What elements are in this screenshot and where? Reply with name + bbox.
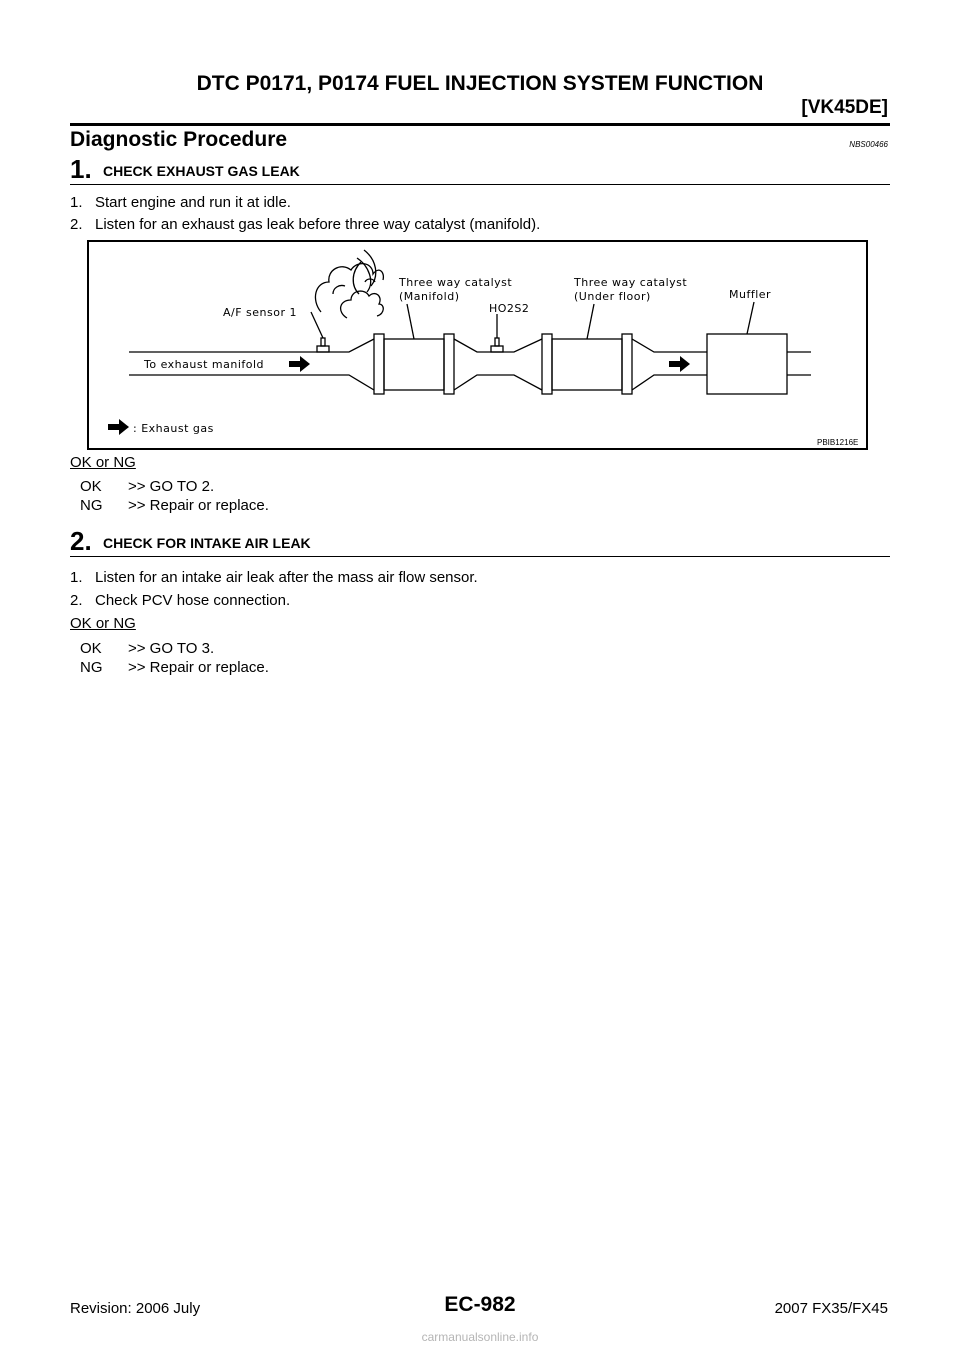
result-value: >> GO TO 2. [128, 478, 215, 495]
step-1-instruction-2: 2. Listen for an exhaust gas leak before three way catalyst (manifold). [70, 216, 541, 233]
result-key: OK [80, 478, 102, 495]
result-key: NG [80, 659, 103, 676]
footer-revision: Revision: 2006 July [70, 1300, 201, 1317]
label-twc-manifold-2: (Manifold) [399, 290, 460, 303]
step-2-result-label: OK or NG [70, 615, 136, 632]
label-twc-underfloor-2: (Under floor) [574, 290, 651, 303]
step-2-divider [70, 556, 890, 557]
exhaust-diagram-svg [89, 242, 870, 452]
engine-code: [VK45DE] [801, 97, 888, 118]
footer-page-number: EC-982 [444, 1293, 516, 1316]
legend-exhaust-gas: : Exhaust gas [133, 422, 214, 435]
result-key: OK [80, 640, 102, 657]
result-value: >> Repair or replace. [128, 497, 269, 514]
section-code: NBS00466 [849, 140, 888, 149]
step-1-result-ng [80, 497, 269, 514]
step-2-result-ng [80, 659, 269, 676]
exhaust-system-diagram [87, 240, 868, 450]
label-to-exhaust-manifold: To exhaust manifold [144, 358, 265, 371]
watermark-text: carmanualsonline.info [421, 1330, 539, 1344]
step-1-result-ok [80, 478, 214, 495]
step-1-number: 1. [70, 154, 92, 184]
footer-model: 2007 FX35/FX45 [774, 1300, 888, 1317]
step-2-title: CHECK FOR INTAKE AIR LEAK [103, 535, 311, 551]
step-2-instruction-1: 1. Listen for an intake air leak after the mass air flow sensor. [70, 569, 478, 586]
step-2-result-ok [80, 640, 214, 657]
label-ho2s2: HO2S2 [489, 302, 530, 315]
figure-id: PBIB1216E [817, 438, 859, 447]
result-key: NG [80, 497, 103, 514]
section-title: Diagnostic Procedure [70, 128, 288, 151]
label-twc-manifold-1: Three way catalyst [399, 276, 513, 289]
step-2-number: 2. [70, 526, 92, 556]
page-header-title: DTC P0171, P0174 FUEL INJECTION SYSTEM FUNCTION [196, 72, 764, 95]
result-value: >> GO TO 3. [128, 640, 215, 657]
result-value: >> Repair or replace. [128, 659, 269, 676]
step-2-instruction-2: 2. Check PCV hose connection. [70, 592, 291, 609]
label-twc-underfloor-1: Three way catalyst [574, 276, 688, 289]
header-divider [70, 123, 890, 126]
label-af-sensor: A/F sensor 1 [223, 306, 298, 319]
step-1-title: CHECK EXHAUST GAS LEAK [103, 163, 300, 179]
step-1-instruction-1: 1. Start engine and run it at idle. [70, 194, 291, 211]
step-1-divider [70, 184, 890, 185]
label-muffler: Muffler [729, 288, 772, 301]
step-1-result-label: OK or NG [70, 454, 136, 471]
